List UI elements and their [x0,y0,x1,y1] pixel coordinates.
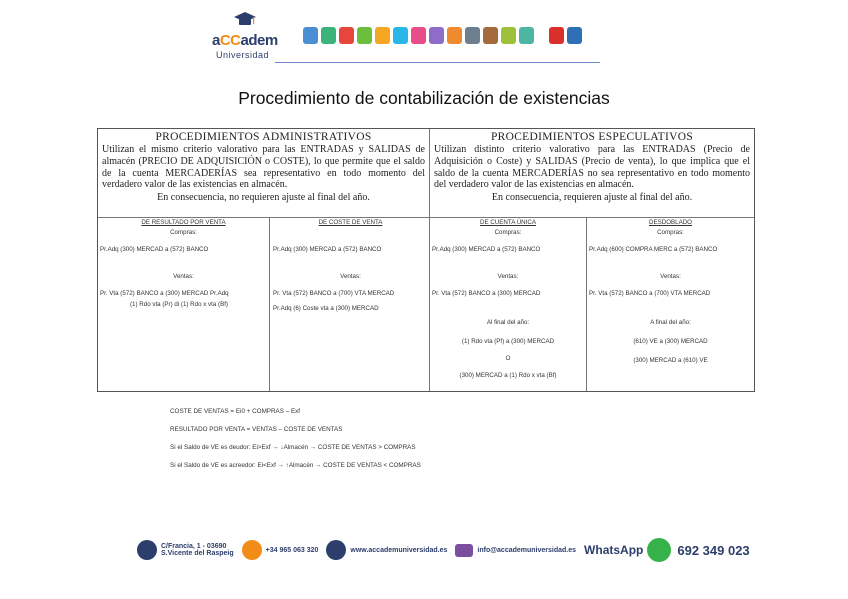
brand-name: aCCadem [212,32,278,49]
accadem-logo [212,12,282,60]
col-divider-1 [269,217,270,391]
formula-line: COSTE DE VENTAS = Ei0 + COMPRAS – Exf [170,408,301,415]
phone-icon [242,540,262,560]
phone-number: +34 965 063 320 [265,546,319,554]
column-header: DE RESULTADO POR VENTA [141,219,226,226]
entry-line: Pr.Adq (600) COMPRA MERC a (572) BANCO [589,246,718,253]
contact-footer [137,538,750,562]
final-label: Al final del año: [486,319,530,326]
entry-line: (300) MERCAD a (1) Rdo x vta (Bf) [459,372,557,379]
column-header: DESDOBLADO [649,219,692,226]
entry-line: Pr. Vta (572) BANCO a (300) MERCAD [432,290,541,297]
entry-line: Pr.Adq (300) MERCAD a (572) BANCO [273,246,382,253]
category-icon[interactable] [549,27,564,44]
column-header: DE COSTE DE VENTA [318,219,383,226]
whatsapp-icon [647,538,671,562]
column-header: DE CUENTA ÚNICA [480,219,536,226]
formula-line: Si el Saldo de VE es deudor: Ei>Exf → ↓Almacén → COSTE DE VENTAS > COMPRAS [170,444,416,451]
spec-consequence: En consecuencia, requieren ajuste al final del año. [491,192,693,204]
column-desdoblado [589,219,752,364]
spec-panel [434,131,750,203]
spec-body: Utilizan distinto criterio valorativo para las ENTRADAS (Precio de Adquisición o Coste) y SALIDAS (Precio de venta), lo que implica que el saldo de la cuenta MERCADERÍAS no sea representativo en todo momento del verdadero valor de las existencias en almacén. [434,144,750,191]
header-divider [275,62,600,63]
category-icon[interactable] [411,27,426,44]
home-icon [137,540,157,560]
column-cuenta-unica [432,219,584,379]
globe-icon [326,540,346,560]
brand-subtitle: Universidad [216,50,270,60]
column-resultado-venta [100,219,267,312]
whatsapp-phone: 692 349 023 [677,542,750,558]
col-divider-3 [586,217,587,391]
ventas-label: Ventas: [173,273,194,280]
column-coste-venta [273,219,428,316]
or-label: O [505,355,511,362]
whatsapp-label: WhatsApp [584,543,644,557]
formula-line: Si el Saldo de VE es acreedor: Ei<Exf → ↑Almacén → COSTE DE VENTAS < COMPRAS [170,462,421,469]
category-icon[interactable] [375,27,390,44]
compras-label: Compras: [657,229,684,236]
mail-icon [455,544,473,557]
category-icon[interactable] [465,27,480,44]
admin-body: Utilizan el mismo criterio valorativo para las ENTRADAS y SALIDAS de almacén (PRECIO DE ADQUISICIÓN o COSTE), lo que permite que el saldo de la cuenta MERCADERÍAS sea representativo en todo momento del verdadero valor de las existencias en almacén. [102,144,425,191]
category-icon[interactable] [303,27,318,44]
entry-line: Pr.Adq (300) MERCAD a (572) BANCO [100,246,209,253]
entry-line: (1) Rdo vta (Pf) a (300) MERCAD [461,338,555,345]
category-icon[interactable] [393,27,408,44]
category-icon[interactable] [429,27,444,44]
admin-consequence: En consecuencia, no requieren ajuste al final del año. [157,192,370,204]
email-link[interactable]: info@accademuniversidad.es [477,546,577,554]
procedures-table [97,128,755,392]
compras-label: Compras: [170,229,197,236]
category-icon[interactable] [339,27,354,44]
entry-line: Pr.Adq (6) Coste vta a (300) MERCAD [273,305,379,312]
category-icon[interactable] [321,27,336,44]
formula-list [170,408,421,480]
page-title: Procedimiento de contabilización de existencias [238,88,610,108]
entry-line: (610) VE a (300) MERCAD [633,338,708,345]
website-link[interactable]: www.accademuniversidad.es [350,546,448,554]
category-icon[interactable] [447,27,462,44]
entry-line: Pr.Adq (300) MERCAD a (572) BANCO [432,246,541,253]
graduation-cap-icon [234,12,256,28]
compras-label: Compras: [494,229,522,236]
spec-heading: PROCEDIMIENTOS ESPECULATIVOS [490,131,694,143]
category-icon-row [303,27,582,47]
section-divider [98,217,754,218]
address: C/Francia, 1 - 03690 S.Vicente del Raspeig [161,543,234,557]
ventas-label: Ventas: [340,273,361,280]
entry-line: (1) Rdo vta (Pr) di (1) Rdo x vta (Bf) [130,301,228,308]
admin-panel [102,131,425,203]
category-icon[interactable] [483,27,498,44]
category-icon[interactable] [519,27,534,44]
admin-heading: PROCEDIMIENTOS ADMINISTRATIVOS [155,131,372,143]
ventas-label: Ventas: [497,273,519,280]
category-icon[interactable] [357,27,372,44]
entry-line: (300) MERCAD a (610) VE [633,357,708,364]
final-label: A final del año: [650,319,691,326]
entry-line: Pr. Vta (572) BANCO a (300) MERCAD Pr.Adq [100,290,229,297]
formula-line: RESULTADO POR VENTA = VENTAS – COSTE DE VENTAS [170,426,343,433]
category-icon[interactable] [501,27,516,44]
category-icon[interactable] [567,27,582,44]
ventas-label: Ventas: [660,273,681,280]
entry-line: Pr. Vta (572) BANCO a (700) VTA MERCAD [589,290,711,297]
entry-line: Pr. Vta (572) BANCO a (700) VTA MERCAD [273,290,395,297]
panel-divider [429,129,430,391]
